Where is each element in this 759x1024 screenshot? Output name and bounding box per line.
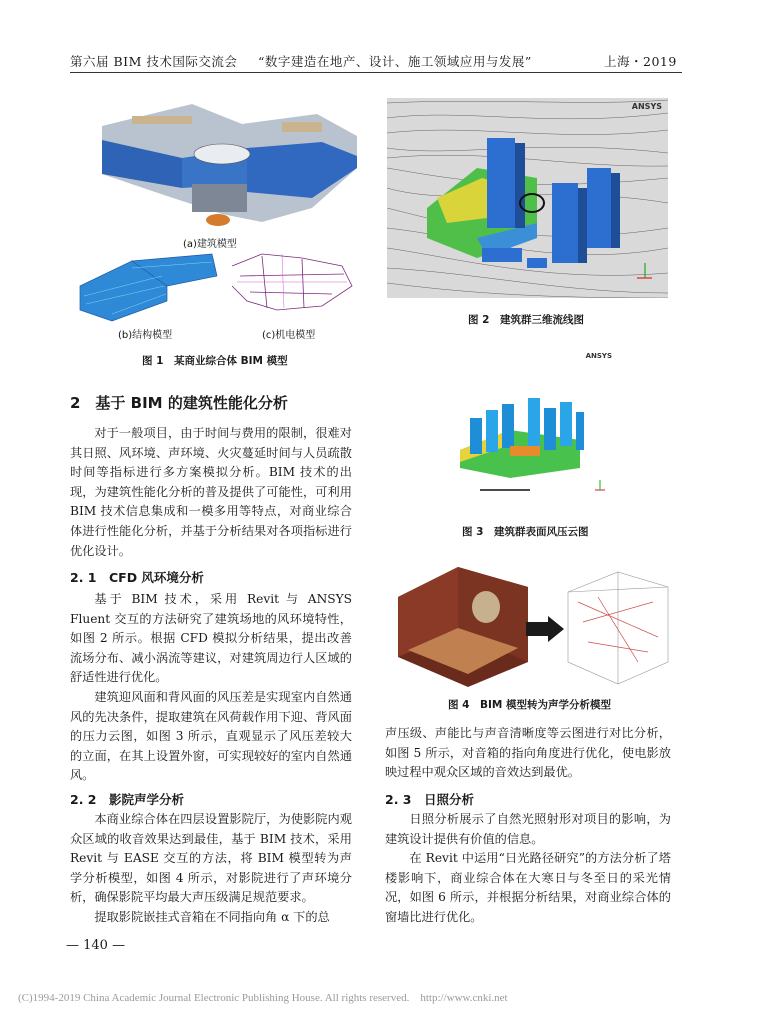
running-header-conference: 第六届 BIM 技术国际交流会: [70, 54, 238, 69]
figure3-caption: 图 3 建筑群表面风压云图: [462, 526, 589, 538]
running-header-location: 上海・2019: [604, 54, 677, 69]
figure1-sub-c: (c)机电模型: [262, 330, 316, 341]
figure3-image: [450, 350, 616, 502]
figure4-image: [388, 562, 670, 690]
section2-3-paragraph-1: 日照分析展示了自然光照射形对项目的影响，为建筑设计提供有价值的信息。: [385, 812, 671, 846]
section2-1-paragraph-1: 基于 BIM 技术，采用 Revit 与 ANSYS Fluent 交互的方法研究了建筑场地的风环境特性，如图 2 所示。根据 CFD 模拟分析结果，提出改善流场分布、减小涡流等建议，对建筑周边行人区域的舒适性进行优化。: [70, 592, 352, 685]
copyright-footer: (C)1994-2019 China Academic Journal Electronic Publishing House. All rights reserved. http://www.cnki.net: [18, 992, 508, 1004]
section2-1-paragraph-2: 建筑迎风面和背风面的风压差是实现室内自然通风的先决条件，提取建筑在风荷载作用下迎、背风面的压力云图，如图 3 所示，直观显示了风压差较大的立面，在其上设置外窗，可实现较好的室内自然通风。: [70, 689, 352, 783]
figure1-sub-a: (a)建筑模型: [183, 239, 237, 250]
section2-2-paragraph-continued: 声压级、声能比与声音清晰度等云图进行对比分析，如图 5 所示，对音箱的指向角度进行优化，使电影放映过程中观众区域的音效达到最优。: [385, 726, 671, 780]
figure4-caption: 图 4 BIM 模型转为声学分析模型: [448, 699, 611, 711]
section2-2-heading: 2. 2 影院声学分析: [70, 792, 184, 807]
section2-2-paragraph-2: 提取影院嵌挂式音箱在不同指向角 α 下的总: [94, 909, 330, 924]
running-header-theme: “数字建造在地产、设计、施工领域应用与发展”: [258, 54, 532, 69]
figure1-image: [72, 96, 362, 344]
section2-1-heading: 2. 1 CFD 风环境分析: [70, 570, 204, 585]
section2-2-paragraph-1: 本商业综合体在四层设置影院厅，为使影院内观众区域的收音效果达到最佳，基于 BIM 技术，采用 Revit 与 EASE 交互的方法，将 BIM 模型转为声学分析模型，如图 4 所示，对影院进行了声环境分析，确保影院平均最大声压级满足规范要求。: [70, 812, 352, 905]
figure2-image: [387, 98, 668, 298]
figure3-brand: ANSYS: [585, 352, 612, 360]
section2-3-heading: 2. 3 日照分析: [385, 792, 474, 807]
figure1-sub-b: (b)结构模型: [118, 330, 173, 341]
header-rule: [70, 72, 682, 73]
section2-3-paragraph-2: 在 Revit 中运用“日光路径研究”的方法分析了塔楼影响下，商业综合体在大寒日与冬至日的采光情况，如图 6 所示，并根据分析结果，对商业综合体的窗墙比进行优化。: [385, 851, 671, 924]
figure2-brand: ANSYS: [631, 102, 662, 111]
page-number: — 140 —: [66, 938, 126, 953]
figure1-caption: 图 1 某商业综合体 BIM 模型: [142, 355, 288, 367]
section2-heading: 2 基于 BIM 的建筑性能化分析: [70, 394, 288, 412]
section2-paragraph: 对于一般项目，由于时间与费用的限制，很难对其日照、风环境、声环境、火灾蔓延时间与人员疏散时间等指标进行多方案模拟分析。BIM 技术的出现，为建筑性能化分析的普及提供了可能性，可利用 BIM 技术信息集成和一模多用等特点，对商业综合体进行性能化分析，并基于分析结果对各项指标进行优化设计。: [70, 426, 352, 558]
figure2-caption: 图 2 建筑群三维流线图: [468, 314, 584, 326]
